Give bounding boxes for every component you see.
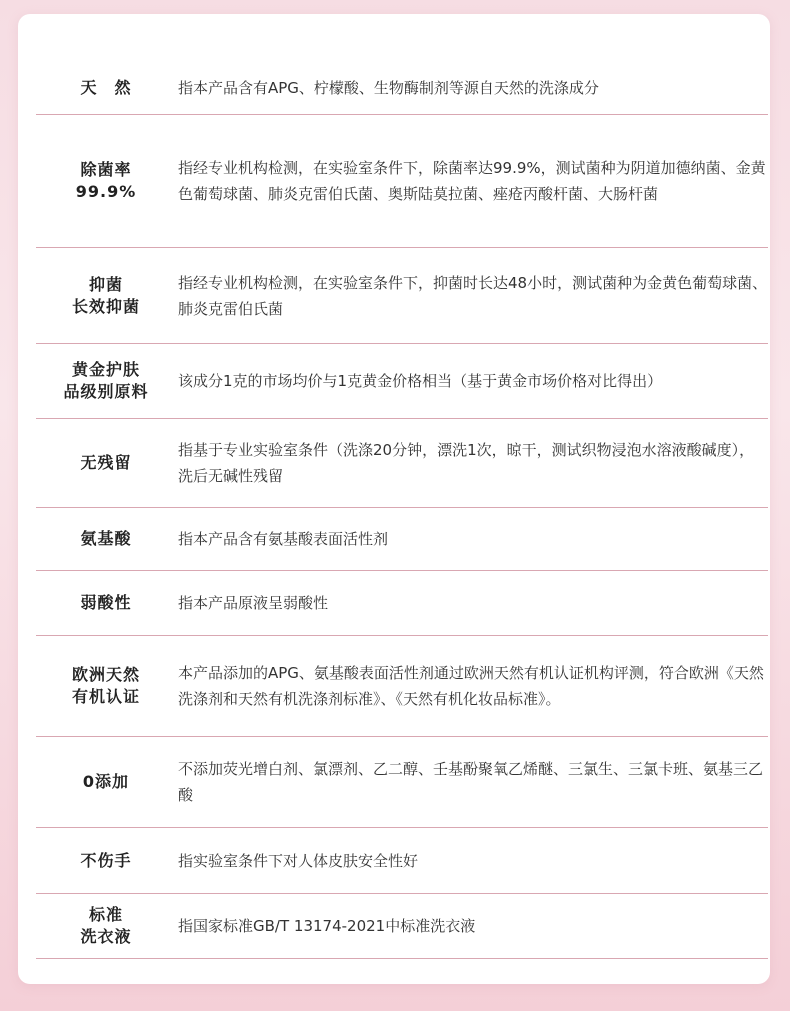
- table-row: [36, 344, 768, 419]
- content-card: [18, 14, 770, 984]
- row-label: 标准 洗衣液: [80, 905, 132, 946]
- row-description: 该成分1克的市场均价与1克黄金价格相当（基于黄金市场价格对比得出）: [178, 372, 663, 390]
- row-description: 指国家标准GB/T 13174-2021中标准洗衣液: [178, 917, 476, 935]
- table-row: [36, 737, 768, 828]
- table-row: [36, 61, 768, 115]
- table-row: [36, 115, 768, 248]
- row-label: 天 然: [80, 77, 132, 97]
- row-description: 指本产品含有氨基酸表面活性剂: [178, 530, 389, 548]
- row-description: 指本产品原液呈弱酸性: [178, 594, 329, 612]
- row-label: 弱酸性: [80, 593, 132, 612]
- table-row: [36, 894, 768, 959]
- row-description: 指本产品含有APG、柠檬酸、生物酶制剂等源自天然的洗涤成分: [178, 78, 599, 97]
- row-label: 黄金护肤 品级别原料: [63, 360, 149, 401]
- claims-table: [36, 61, 768, 959]
- table-row: [36, 248, 768, 344]
- row-label: 氨基酸: [80, 529, 132, 548]
- row-description: 指经专业机构检测，在实验室条件下，除菌率达99.9%，测试菌种为阴道加德纳菌、金黄色葡萄球菌、肺炎克雷伯氏菌、奥斯陆莫拉菌、痤疮丙酸杆菌、大肠杆菌: [178, 159, 766, 203]
- table-row: [36, 508, 768, 571]
- row-label: 除菌率 99.9%: [75, 160, 137, 201]
- table-row: [36, 636, 768, 737]
- row-label: 欧洲天然 有机认证: [71, 665, 140, 706]
- row-label: 0添加: [82, 772, 130, 791]
- row-description: 不添加荧光增白剂、氯漂剂、乙二醇、壬基酚聚氧乙烯醚、三氯生、三氯卡班、氨基三乙酸: [178, 760, 764, 804]
- table-row: [36, 419, 768, 508]
- row-description: 指基于专业实验室条件（洗涤20分钟，漂洗1次，晾干，测试织物浸泡水溶液酸碱度），洗后无碱性残留: [178, 441, 755, 485]
- row-label: 不伤手: [80, 850, 132, 870]
- row-label: 无残留: [80, 453, 132, 472]
- row-description: 本产品添加的APG、氨基酸表面活性剂通过欧洲天然有机认证机构评测，符合欧洲《天然洗涤剂和天然有机洗涤剂标准》、《天然有机化妆品标准》。: [178, 664, 764, 708]
- table-row: [36, 828, 768, 894]
- table-row: [36, 571, 768, 636]
- row-description: 指实验室条件下对人体皮肤安全性好: [178, 851, 419, 870]
- row-label: 抑菌 长效抑菌: [71, 274, 140, 316]
- row-description: 指经专业机构检测，在实验室条件下，抑菌时长达48小时，测试菌种为金黄色葡萄球菌、肺炎克雷伯氏菌: [178, 273, 768, 318]
